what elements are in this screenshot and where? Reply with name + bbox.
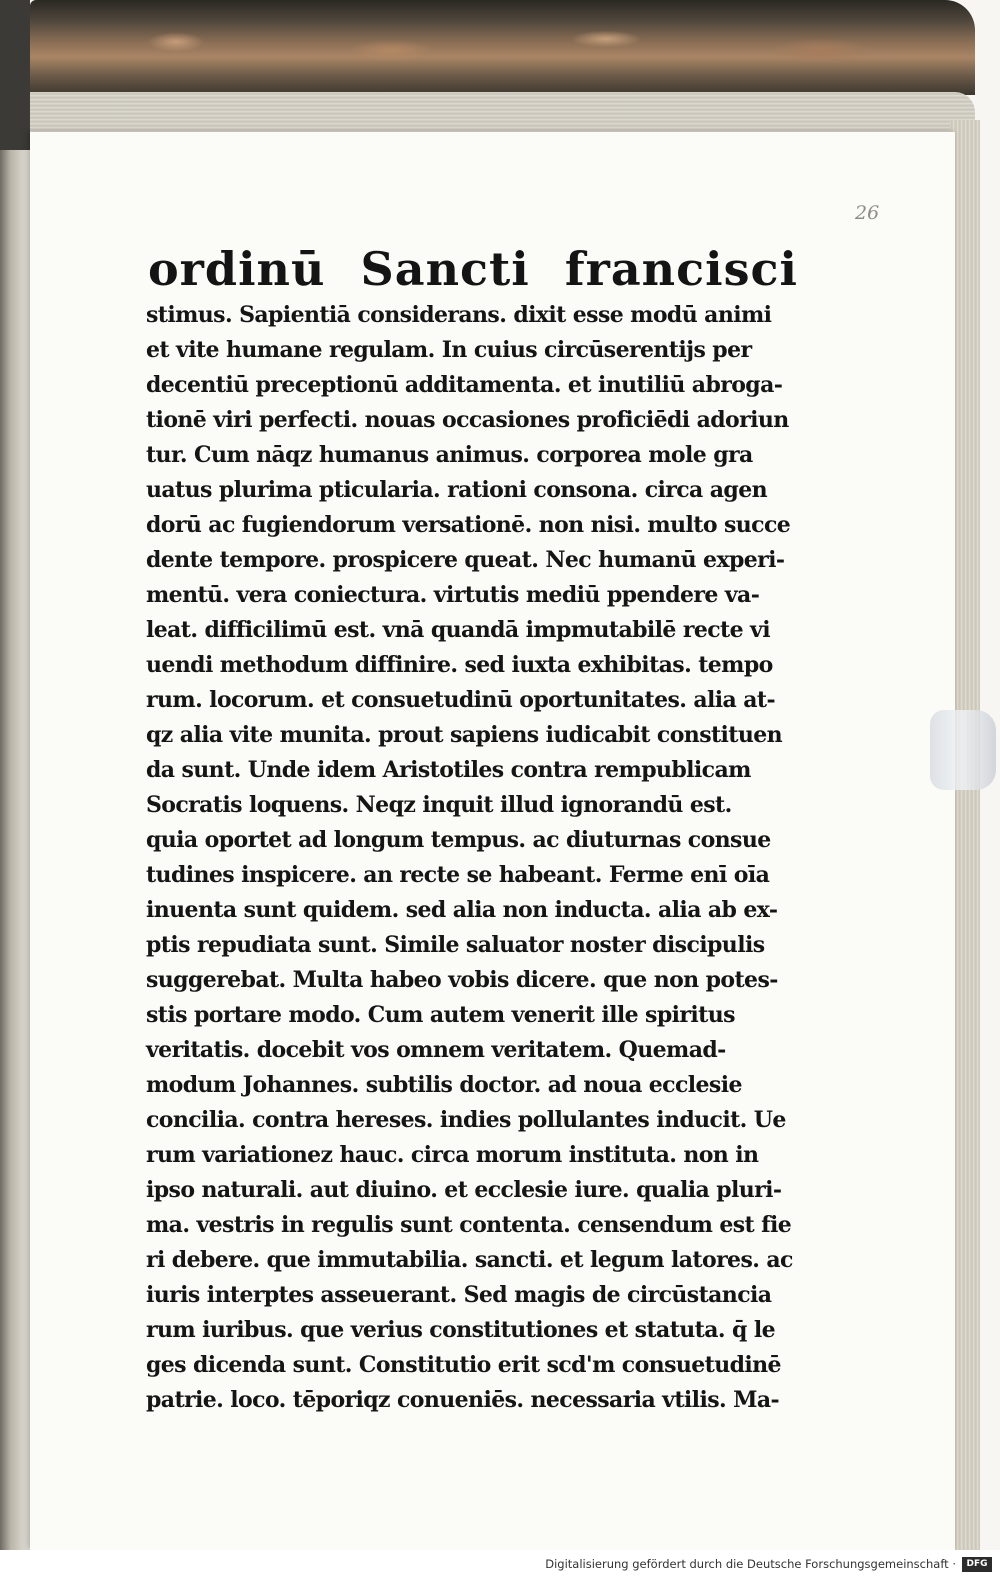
body-text [146, 298, 806, 1418]
text-line: inuenta sunt quidem. sed alia non inducta. alia ab ex- [146, 897, 778, 923]
text-line: ptis repudiata sunt. Simile saluator noster discipulis [146, 932, 765, 958]
text-line: rum iuribus. que verius constitutiones et statuta. q̄ le [146, 1317, 775, 1343]
text-line: concilia. contra hereses. indies pollulantes inducit. Ue [146, 1107, 786, 1133]
text-line: leat. difficilimū est. vnā quandā impmutabilē recte vi [146, 617, 771, 643]
dfg-logo: DFG [962, 1557, 992, 1572]
text-line: ma. vestris in regulis sunt contenta. censendum est fie [146, 1212, 792, 1238]
book-top-edge [30, 0, 975, 95]
funding-credit: Digitalisierung gefördert durch die Deutsche Forschungsgemeinschaft · [545, 1557, 956, 1571]
binding-left-edge [0, 140, 30, 1550]
text-line: ri debere. que immutabilia. sancti. et legum latores. ac [146, 1247, 793, 1273]
text-line: rum. locorum. et consuetudinū oportunitates. alia at- [146, 687, 776, 713]
text-line: Socratis loquens. Neqz inquit illud ignorandū est. [146, 792, 732, 818]
page-clip [930, 710, 996, 790]
text-line: iuris interptes asseuerant. Sed magis de circūstancia [146, 1282, 772, 1308]
text-line: rum variationez hauc. circa morum instituta. non in [146, 1142, 759, 1168]
text-line: ges dicenda sunt. Constitutio erit scd'm consuetudinē [146, 1352, 781, 1378]
heading-word-3: francisci [564, 242, 798, 296]
text-line: qz alia vite munita. prout sapiens iudicabit constituen [146, 722, 783, 748]
text-line: tudines inspicere. an recte se habeant. Ferme enī oīa [146, 862, 770, 888]
text-line: decentiū preceptionū additamenta. et inutiliū abroga- [146, 372, 783, 398]
heading-word-2: Sancti [360, 242, 530, 296]
text-line: tur. Cum nāqz humanus animus. corporea mole gra [146, 442, 753, 468]
text-line: et vite humane regulam. In cuius circūserentijs per [146, 337, 752, 363]
text-line: suggerebat. Multa habeo vobis dicere. que non potes- [146, 967, 778, 993]
text-line: veritatis. docebit vos omnem veritatem. Quemad- [146, 1037, 726, 1063]
text-line: da sunt. Unde idem Aristotiles contra rempublicam [146, 757, 751, 783]
text-line: mentū. vera coniectura. virtutis mediū ppendere va- [146, 582, 760, 608]
binding-shadow [0, 0, 30, 150]
text-line: dorū ac fugiendorum versationē. non nisi. multo succe [146, 512, 791, 538]
text-line: uendi methodum diffinire. sed iuxta exhibitas. tempo [146, 652, 773, 678]
book-edge-stains [90, 18, 950, 78]
text-line: uatus plurima pticularia. rationi consona. circa agen [146, 477, 767, 503]
text-line: patrie. loco. tēporiqz conueniēs. necessaria vtilis. Ma- [146, 1387, 780, 1413]
text-line: modum Johannes. subtilis doctor. ad noua ecclesie [146, 1072, 742, 1098]
text-line: stimus. Sapientiā considerans. dixit esse modū animi [146, 302, 772, 328]
page-heading [148, 236, 798, 296]
folio-number: 26 [855, 202, 880, 224]
text-line: stis portare modo. Cum autem venerit ille spiritus [146, 1002, 735, 1028]
text-line: ipso naturali. aut diuino. et ecclesie iure. qualia pluri- [146, 1177, 782, 1203]
text-line: dente tempore. prospicere queat. Nec humanū experi- [146, 547, 785, 573]
text-line: quia oportet ad longum tempus. ac diuturnas consue [146, 827, 771, 853]
heading-word-1: ordinū [148, 242, 326, 296]
text-line: tionē viri perfecti. nouas occasiones proficiēdi adoriun [146, 407, 789, 433]
